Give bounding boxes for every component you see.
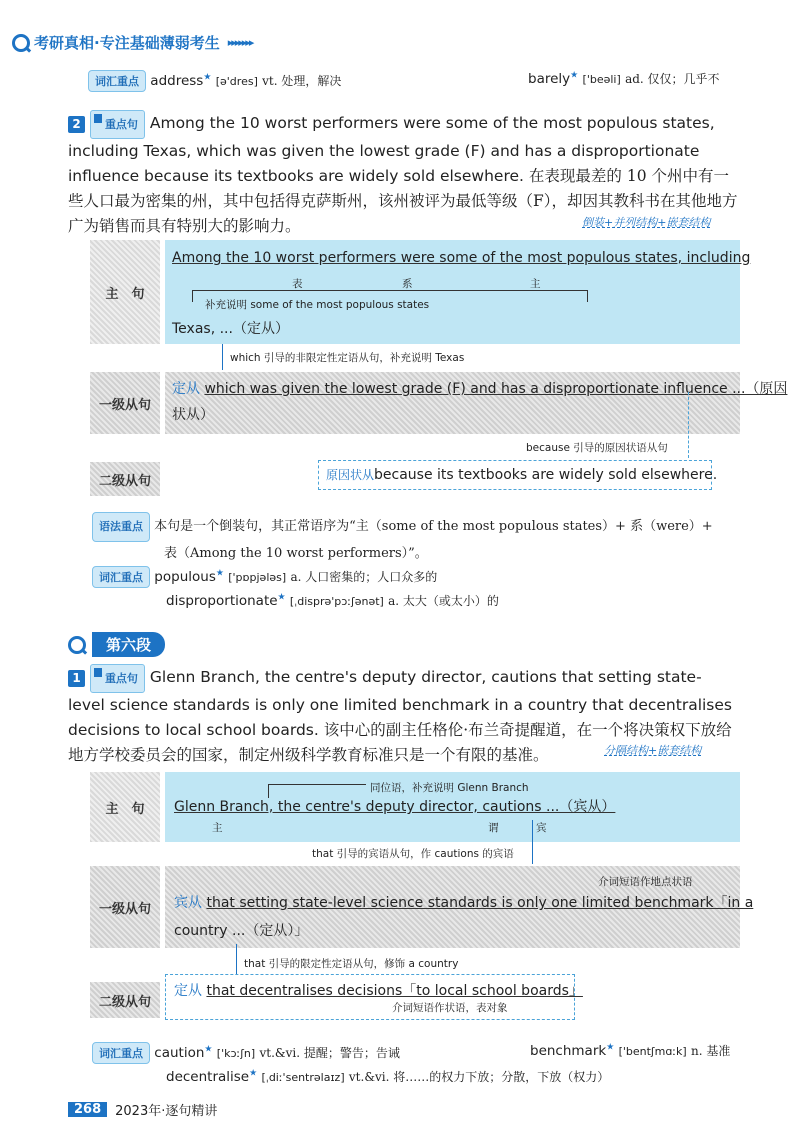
vocab-definition: vt.&vi. 将……的权力下放；分散，下放（权力）	[348, 1070, 610, 1084]
vocab-tag: 词汇重点	[92, 566, 150, 588]
level1-note: 介词短语作地点状语	[598, 876, 693, 888]
key-sentence-tag: 重点句	[90, 110, 145, 139]
label-zhu: 主	[212, 822, 223, 834]
section-heading	[68, 632, 165, 657]
main-clause-line1: Among the 10 worst performers were some of the most populous states, including	[172, 250, 751, 266]
page-footer	[68, 1100, 217, 1119]
vocab-word: benchmark	[530, 1043, 607, 1059]
arrow-note-2: because 引导的原因状语从句	[526, 442, 668, 454]
level1-line2: 状从）	[172, 407, 214, 423]
vocab-word: caution	[154, 1045, 205, 1061]
vocab-row-1	[88, 70, 341, 92]
section-title: 第六段	[92, 632, 165, 657]
level1-line1: 定从 which was given the lowest grade (F) and has a disproportionate influence ...（原因	[172, 381, 788, 397]
arrow-line	[532, 820, 533, 864]
label-biao: 表	[292, 278, 303, 290]
header-title: 考研真相·专注基础薄弱考生	[34, 34, 220, 52]
vocab-word: address	[150, 73, 204, 89]
arrow-line	[688, 392, 689, 458]
vocab-definition: a. 人口密集的；人口众多的	[290, 570, 438, 584]
grammar-line2: 表（Among the 10 worst performers）”。	[164, 546, 428, 561]
star-icon: ★	[249, 1068, 258, 1079]
main-clause-line: Glenn Branch, the centre's deputy director, cautions ...（宾从）	[174, 799, 616, 815]
main-clause-label: 主 句	[90, 240, 160, 344]
vocab-row-1b	[528, 70, 720, 87]
label-bin: 宾	[536, 822, 547, 834]
star-icon: ★	[570, 70, 579, 81]
vocab-row-3b	[530, 1042, 730, 1059]
arrow-note-1: that 引导的宾语从句，作 cautions 的宾语	[312, 848, 514, 860]
vocab-word: disproportionate	[166, 593, 278, 609]
search-logo-icon	[68, 636, 86, 654]
level2-label: 二级从句	[90, 982, 160, 1018]
arrow-line	[222, 344, 223, 370]
arrow-line	[236, 944, 237, 974]
vocab-row-2	[92, 566, 437, 588]
arrow-note-1: which 引导的非限定性定语从句，补充说明 Texas	[230, 352, 465, 364]
vocab-definition: vt.&vi. 提醒；警告；告诫	[259, 1046, 400, 1060]
vocab-phonetic: ['beəli]	[582, 73, 621, 86]
sentence-number: 1	[68, 670, 85, 687]
vocab-row-3c	[166, 1068, 609, 1085]
vocab-word: barely	[528, 71, 571, 87]
vocab-phonetic: [ˌdiː'sentrəlaɪz]	[261, 1071, 345, 1084]
sentence-english: Among the 10 worst performers were some of the most populous states, including Texas, which was given the lowest grade (F) and has a disproportionate influence because its textbooks are widely sold elsewhere.	[68, 114, 715, 185]
vocab-phonetic: ['kɔːʃn]	[216, 1047, 256, 1060]
vocab-tag: 词汇重点	[88, 70, 146, 92]
vocab-phonetic: [ə'dres]	[215, 75, 258, 88]
main-clause-label: 主 句	[90, 772, 160, 842]
star-icon: ★	[277, 592, 286, 603]
vocab-definition: vt. 处理，解决	[262, 74, 342, 88]
level1-line1: 宾从 that setting state-level science standards is only one limited benchmark「in a	[174, 895, 754, 911]
vocab-definition: a. 太大（或太小）的	[388, 594, 499, 608]
vocab-phonetic: ['bentʃmɑːk]	[618, 1045, 687, 1058]
star-icon: ★	[203, 72, 212, 83]
vocab-row-3	[92, 1042, 400, 1064]
level1-label: 一级从句	[90, 866, 160, 948]
level2-line: 原因状从because its textbooks are widely sold elsewhere.	[326, 467, 718, 483]
sentence-number: 2	[68, 116, 85, 133]
level2-label: 二级从句	[90, 462, 160, 496]
sentence-chinese: 该中心的副主任格伦·布兰奇提醒道，在一个将决策权下放给地方学校委员会的国家，制定州级科学教育标准只是一个有限的基准。	[68, 721, 732, 764]
level2-note: 介词短语作状语，表对象	[392, 1002, 508, 1014]
supplement-note: 补充说明 some of the most populous states	[205, 299, 430, 311]
label-zhu: 主	[530, 278, 541, 290]
sentence-chinese: 在表现最差的 10 个州中有一些人口最为密集的州，其中包括得克萨斯州，该州被评为最低等级（F），却因其教科书在其他地方广为销售而具有特别大的影响力。	[68, 167, 738, 235]
vocab-definition: n. 基准	[691, 1044, 731, 1058]
level1-line2: country ...（定从）」	[174, 923, 309, 939]
label-xi: 系	[402, 278, 413, 290]
structure-note: 倒装+并列结构+嵌套结构	[582, 216, 711, 229]
level1-label: 一级从句	[90, 372, 160, 434]
arrow-note-2: that 引导的限定性定语从句，修饰 a country	[244, 958, 459, 970]
vocab-word: decentralise	[166, 1069, 250, 1085]
vocab-row-2b	[166, 592, 499, 609]
footer-text: 2023年·逐句精讲	[115, 1104, 218, 1119]
star-icon: ★	[215, 568, 224, 579]
vocab-word: populous	[154, 569, 216, 585]
vocab-phonetic: [ˌdisprə'pɔːʃənət]	[289, 595, 384, 608]
header-arrows: ▸▸▸▸▸▸▸	[227, 36, 253, 49]
vocab-phonetic: ['pɒpjələs]	[228, 571, 287, 584]
appositive-note: 同位语，补充说明 Glenn Branch	[370, 782, 529, 794]
page-header	[12, 32, 252, 53]
vocab-definition: ad. 仅仅；几乎不	[625, 72, 720, 86]
main-clause-line2: Texas, ...（定从）	[172, 321, 289, 337]
level2-line: 定从 that decentralises decisions「to local school boards」	[174, 983, 583, 999]
search-logo-icon	[12, 34, 30, 52]
label-wei: 谓	[488, 822, 499, 834]
sentence-english: Glenn Branch, the centre's deputy director, cautions that setting state-level science standards is only one limited benchmark in a country that decentralises decisions to local school boards.	[68, 668, 732, 739]
star-icon: ★	[606, 1042, 615, 1053]
grammar-block	[92, 512, 742, 566]
key-sentence-tag: 重点句	[90, 664, 145, 693]
page-number: 268	[68, 1102, 107, 1117]
grammar-tag: 语法重点	[92, 512, 150, 542]
star-icon: ★	[204, 1044, 213, 1055]
vocab-tag: 词汇重点	[92, 1042, 150, 1064]
grammar-line1: 本句是一个倒装句，其正常语序为“主（some of the most populous states）+ 系（were）+	[154, 519, 713, 534]
structure-note: 分隔结构+嵌套结构	[604, 744, 702, 757]
